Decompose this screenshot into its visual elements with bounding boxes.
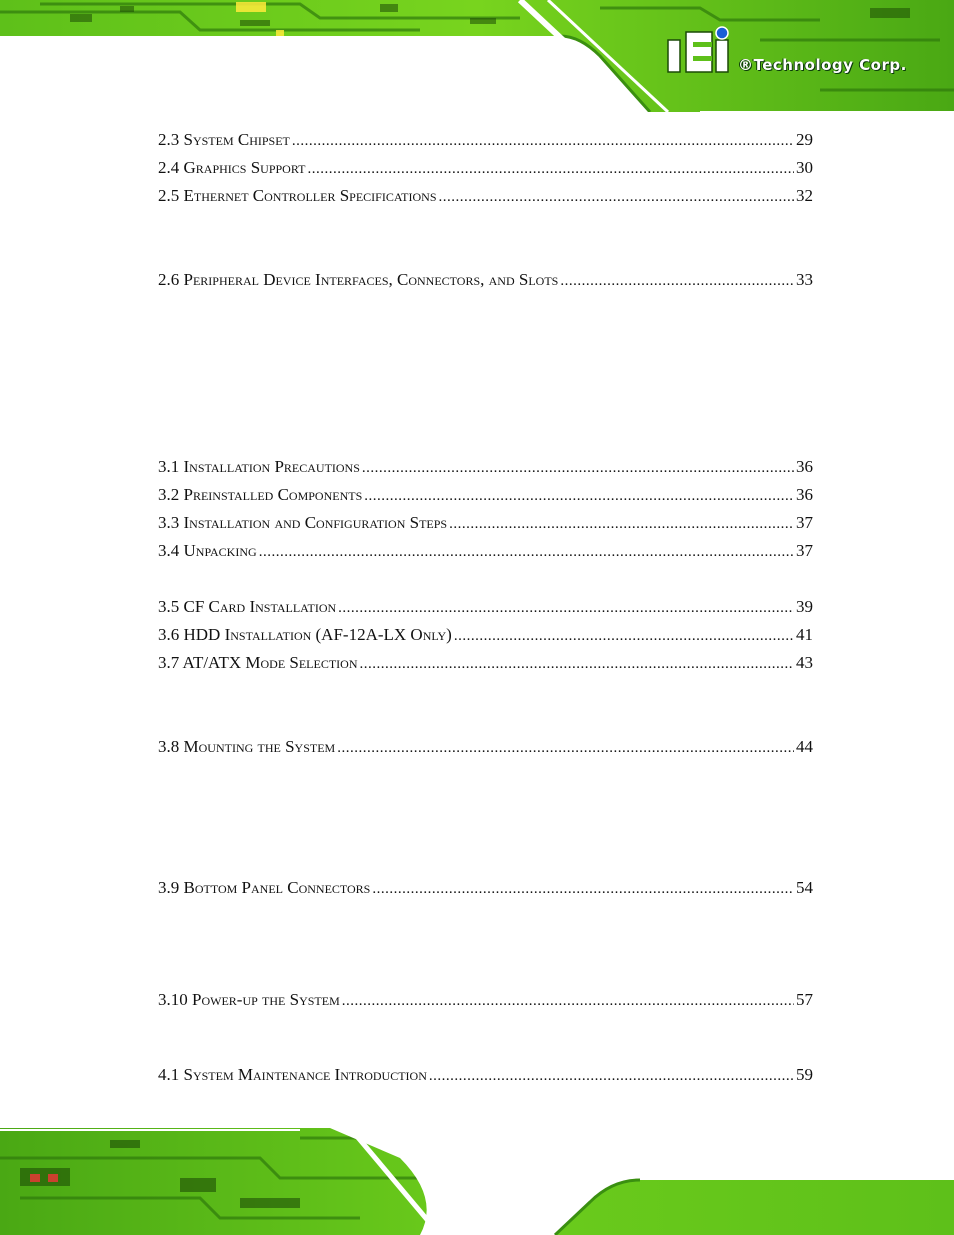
toc-entry[interactable]: [158, 596, 813, 618]
toc-entry-page: 43: [796, 653, 813, 672]
toc-entry[interactable]: [158, 512, 813, 534]
toc-dot-leader: [307, 158, 794, 180]
toc-entry-page: 39: [796, 597, 813, 616]
toc-entry[interactable]: [158, 652, 813, 674]
toc-entry[interactable]: [158, 269, 813, 291]
toc-dot-leader: [360, 653, 794, 675]
toc-entry-page: 33: [796, 270, 813, 289]
logo-text: ®Technology Corp.: [738, 56, 907, 74]
toc-entry[interactable]: [158, 624, 813, 646]
toc-dot-leader: [429, 1065, 794, 1087]
toc-dot-leader: [362, 457, 794, 479]
toc-entry-title: 3.3 Installation and Configuration Steps: [158, 513, 448, 532]
toc-entry-title: 4.1 System Maintenance Introduction: [158, 1065, 427, 1084]
toc-entry-page: 30: [796, 158, 813, 177]
toc-entry[interactable]: [158, 877, 813, 899]
toc-entry[interactable]: [158, 456, 813, 478]
footer-circuit-banner: [0, 1128, 954, 1235]
toc-entry-page: 54: [796, 878, 813, 897]
toc-entry[interactable]: [158, 1064, 813, 1086]
company-logo: [664, 26, 934, 82]
toc-entry-page: 37: [796, 541, 813, 560]
toc-entry[interactable]: [158, 157, 813, 179]
toc-entry-title: 3.2 Preinstalled Components: [158, 485, 363, 504]
toc-entry[interactable]: [158, 540, 813, 562]
toc-entry-title: 3.1 Installation Precautions: [158, 457, 360, 476]
toc-entry-title: 2.4 Graphics Support: [158, 158, 306, 177]
toc-entry-title: 3.9 Bottom Panel Connectors: [158, 878, 371, 897]
toc-dot-leader: [259, 541, 794, 563]
toc-entry-page: 59: [796, 1065, 813, 1084]
toc-entry-title: 2.6 Peripheral Device Interfaces, Connectors, and Slots: [158, 270, 559, 289]
toc-entry-page: 36: [796, 485, 813, 504]
toc-dot-leader: [449, 513, 794, 535]
toc-entry-page: 37: [796, 513, 813, 532]
toc-entry-page: 32: [796, 186, 813, 205]
toc-dot-leader: [292, 130, 794, 152]
toc-entry[interactable]: [158, 736, 813, 758]
toc-dot-leader: [454, 625, 794, 647]
toc-dot-leader: [364, 485, 794, 507]
toc-entry-title: 3.8 Mounting the System: [158, 737, 336, 756]
toc-entry-page: 44: [796, 737, 813, 756]
toc-entry-page: 36: [796, 457, 813, 476]
toc-entry-page: 57: [796, 990, 813, 1009]
toc-entry-title: 3.10 Power-up the System: [158, 990, 340, 1009]
toc-entry-title: 3.4 Unpacking: [158, 541, 257, 560]
toc-entry-title: 3.7 AT/ATX Mode Selection: [158, 653, 358, 672]
toc-entry[interactable]: [158, 484, 813, 506]
toc-dot-leader: [560, 270, 794, 292]
toc-entry[interactable]: [158, 989, 813, 1011]
toc-entry-title: 3.6 HDD Installation (AF-12A-LX Only): [158, 625, 452, 644]
toc-entry-title: 2.3 System Chipset: [158, 130, 290, 149]
toc-entry-title: 3.5 CF Card Installation: [158, 597, 337, 616]
toc-entry[interactable]: [158, 129, 813, 151]
iei-logo-icon: [664, 26, 738, 76]
toc-entry-page: 41: [796, 625, 813, 644]
toc-dot-leader: [372, 878, 794, 900]
toc-entry-page: 29: [796, 130, 813, 149]
toc-dot-leader: [338, 597, 794, 619]
toc-dot-leader: [337, 737, 794, 759]
toc-entry-title: 2.5 Ethernet Controller Specifications: [158, 186, 437, 205]
toc-entry[interactable]: [158, 185, 813, 207]
toc-dot-leader: [439, 186, 794, 208]
toc-dot-leader: [342, 990, 794, 1012]
